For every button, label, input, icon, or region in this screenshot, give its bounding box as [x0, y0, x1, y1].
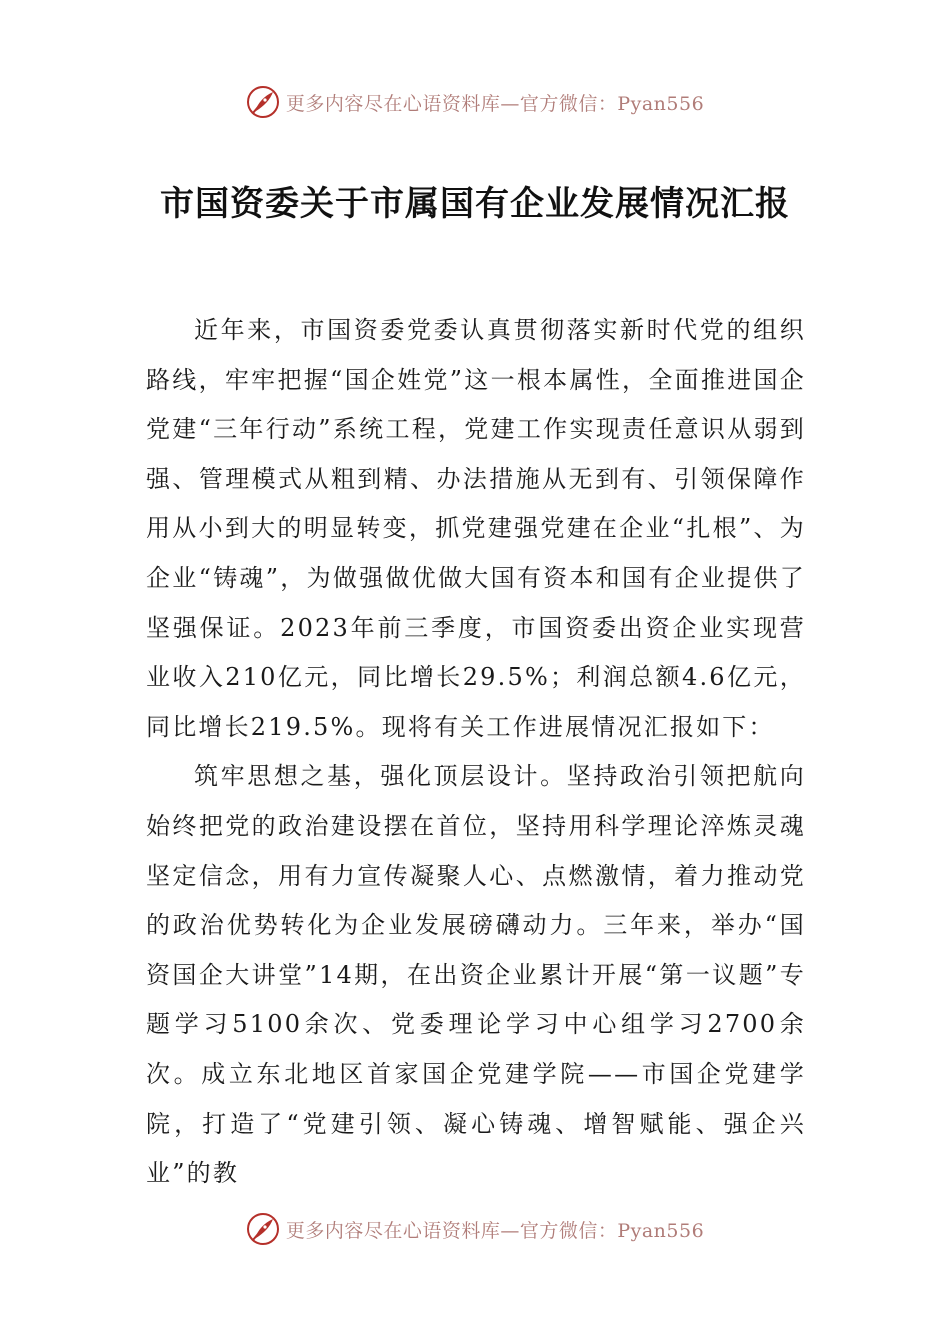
- footer-watermark-banner: [0, 1209, 950, 1249]
- paragraph: 筑牢思想之基，强化顶层设计。坚持政治引领把航向始终把党的政治建设摆在首位，坚持用科学理论淬炼灵魂坚定信念，用有力宣传凝聚人心、点燃激情，着力推动党的政治优势转化为企业发展磅礴动力。三年来，举办“国资国企大讲堂”14期，在出资企业累计开展“第一议题”专题学习5100余次、党委理论学习中心组学习2700余次。成立东北地区首家国企党建学院——市国企党建学院，打造了“党建引领、凝心铸魂、增智赋能、强企兴业”的教: [146, 762, 806, 1188]
- document-title: 市国资委关于市属国有企业发展情况汇报: [160, 184, 790, 224]
- document-body: [146, 306, 806, 1199]
- pen-nib-logo-icon: [246, 1212, 280, 1246]
- footer-watermark-text: 更多内容尽在心语资料库—官方微信：Pyan556: [285, 1219, 705, 1242]
- header-watermark-banner: [0, 82, 950, 122]
- pen-nib-logo-icon: [246, 85, 280, 119]
- paragraph: 近年来，市国资委党委认真贯彻落实新时代党的组织路线，牢牢把握“国企姓党”这一根本属性，全面推进国企党建“三年行动”系统工程，党建工作实现责任意识从弱到强、管理模式从粗到精、办法措施从无到有、引领保障作用从小到大的明显转变，抓党建强党建在企业“扎根”、为企业“铸魂”，为做强做优做大国有资本和国有企业提供了坚强保证。2023年前三季度，市国资委出资企业实现营业收入210亿元，同比增长29.5%；利润总额4.6亿元，同比增长219.5%。现将有关工作进展情况汇报如下：: [146, 316, 806, 741]
- header-watermark-text: 更多内容尽在心语资料库—官方微信：Pyan556: [285, 92, 705, 115]
